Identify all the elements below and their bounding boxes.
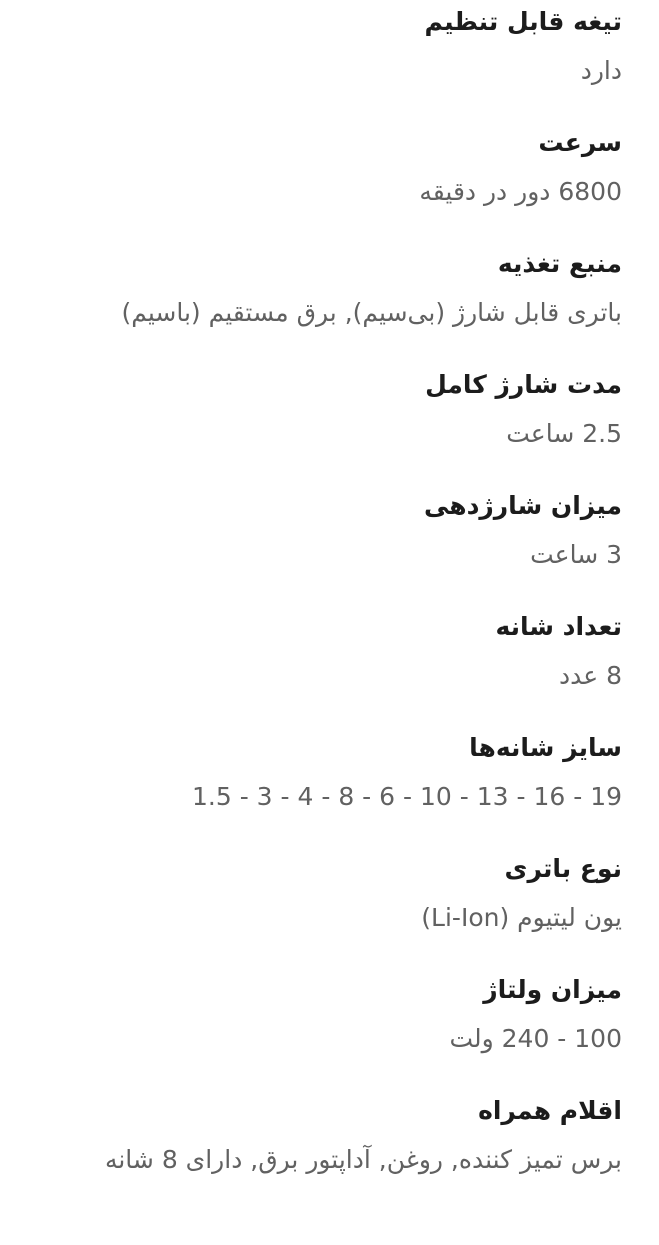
- spec-value: دارد: [580, 56, 622, 85]
- spec-included-items: [24, 1089, 622, 1183]
- spec-value: 3 ساعت: [530, 540, 622, 569]
- spec-label: سایز شانه‌ها: [469, 733, 622, 762]
- spec-value: یون لیتیوم (Li-Ion): [421, 903, 622, 932]
- spec-value: 2.5 ساعت: [506, 419, 622, 448]
- spec-power-source: [24, 242, 622, 363]
- spec-label: میزان شارژدهی: [423, 491, 622, 520]
- spec-value: 8 عدد: [558, 661, 622, 690]
- spec-battery-runtime: [24, 484, 622, 605]
- spec-speed: [24, 121, 622, 242]
- spec-label: منبع تغذیه: [497, 249, 622, 278]
- spec-label: تعداد شانه: [495, 612, 622, 641]
- spec-value: 6800 دور در دقیقه: [419, 177, 622, 206]
- spec-value: 100 - 240 ولت: [449, 1024, 622, 1053]
- spec-label: سرعت: [538, 128, 622, 157]
- spec-value: 19 - 16 - 13 - 10 - 6 - 8 - 4 - 3 - 1.5: [191, 782, 622, 811]
- spec-label: نوع باتری: [504, 854, 622, 883]
- spec-adjustable-blade: [24, 0, 622, 121]
- spec-value: برس تمیز کننده, روغن, آداپتور برق, دارای 8 شانه: [104, 1145, 622, 1174]
- spec-value: باتری قابل شارژ (بی‌سیم), برق مستقیم (باسیم): [121, 298, 622, 327]
- spec-full-charge-time: [24, 363, 622, 484]
- spec-label: مدت شارژ کامل: [425, 370, 622, 399]
- spec-comb-count: [24, 605, 622, 726]
- spec-label: میزان ولتاژ: [483, 975, 622, 1004]
- spec-comb-sizes: [24, 726, 622, 847]
- spec-battery-type: [24, 847, 622, 968]
- spec-label: اقلام همراه: [478, 1096, 622, 1125]
- spec-label: تیغه قابل تنظیم: [424, 7, 622, 36]
- spec-voltage: [24, 968, 622, 1089]
